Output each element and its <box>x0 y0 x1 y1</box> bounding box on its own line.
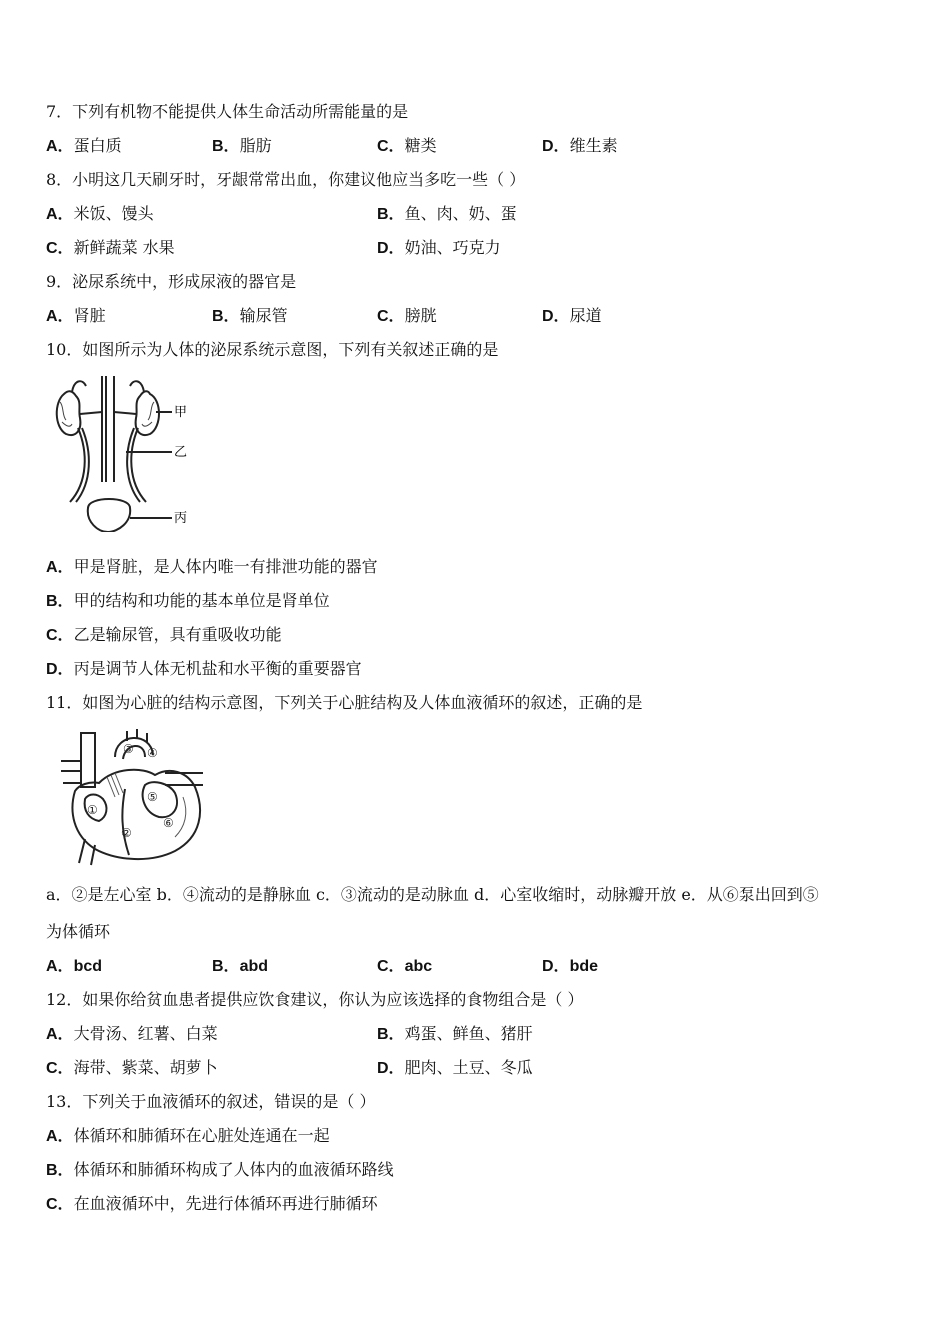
option-label: A． <box>46 1026 74 1043</box>
option-label: D． <box>46 661 74 678</box>
option-text: 脂肪 <box>239 136 272 155</box>
q13-stem: 13．下列关于血液循环的叙述，错误的是（ ） <box>46 1092 376 1111</box>
option-label: C． <box>377 308 405 325</box>
q12-option-c[interactable] <box>46 1058 218 1079</box>
option-label: C． <box>46 240 74 257</box>
option-label: B． <box>46 593 74 610</box>
option-text: 新鲜蔬菜 水果 <box>73 238 175 257</box>
option-label: A． <box>46 1128 74 1145</box>
q13-option-a[interactable] <box>46 1126 330 1147</box>
option-text: 在血液循环中，先进行体循环再进行肺循环 <box>73 1194 378 1213</box>
q12-option-a[interactable] <box>46 1024 218 1045</box>
option-text: 甲是肾脏，是人体内唯一有排泄功能的器官 <box>73 557 378 576</box>
option-label: D． <box>377 1060 405 1077</box>
q7-option-c[interactable] <box>377 136 437 157</box>
q9-option-b[interactable] <box>212 306 288 327</box>
q7-option-d[interactable] <box>542 136 618 157</box>
option-label: A． <box>46 308 74 325</box>
q13-option-c[interactable] <box>46 1194 378 1215</box>
q10-option-a[interactable] <box>46 557 378 578</box>
heart-figure <box>55 727 210 867</box>
q10-option-c[interactable] <box>46 625 282 646</box>
option-text: 体循环和肺循环在心脏处连通在一起 <box>73 1126 330 1145</box>
option-text: 体循环和肺循环构成了人体内的血液循环路线 <box>73 1160 394 1179</box>
option-text: abc <box>404 958 433 975</box>
option-text: 肥肉、土豆、冬瓜 <box>404 1058 533 1077</box>
q9-option-d[interactable] <box>542 306 602 327</box>
option-text: 甲的结构和功能的基本单位是肾单位 <box>73 591 330 610</box>
option-label: D． <box>542 138 570 155</box>
q7-stem: 7．下列有机物不能提供人体生命活动所需能量的是 <box>46 102 409 121</box>
q8-stem: 8．小明这几天刷牙时，牙龈常常出血，你建议他应当多吃一些（ ） <box>46 170 526 189</box>
q12-option-d[interactable] <box>377 1058 533 1079</box>
q8-option-a[interactable] <box>46 204 154 225</box>
q12-stem: 12．如果你给贫血患者提供应饮食建议，你认为应该选择的食物组合是（ ） <box>46 990 584 1009</box>
option-label: D． <box>377 240 405 257</box>
q9-stem: 9．泌尿系统中，形成尿液的器官是 <box>46 272 297 291</box>
option-label: D． <box>542 308 570 325</box>
q8-option-c[interactable] <box>46 238 175 259</box>
option-label: B． <box>212 958 240 975</box>
option-text: 鱼、肉、奶、蛋 <box>404 204 517 223</box>
q11-statements-line1: a．②是左心室 b．④流动的是静脉血 c．③流动的是动脉血 d．心室收缩时，动脉瓣开放 e．从⑥泵出回到⑤ <box>46 885 819 904</box>
option-text: 奶油、巧克力 <box>404 238 501 257</box>
option-label: B． <box>377 1026 405 1043</box>
option-label: A． <box>46 559 74 576</box>
option-label: A． <box>46 958 74 975</box>
urinary-system-figure <box>52 372 192 532</box>
q7-option-b[interactable] <box>212 136 272 157</box>
option-label: C． <box>46 1196 74 1213</box>
q8-option-d[interactable] <box>377 238 501 259</box>
option-label: A． <box>46 206 74 223</box>
q11-stem: 11．如图为心脏的结构示意图，下列关于心脏结构及人体血液循环的叙述，正确的是 <box>46 693 643 712</box>
option-text: 输尿管 <box>239 306 288 325</box>
label-3: ③ <box>123 742 134 756</box>
option-text: 维生素 <box>569 136 618 155</box>
option-text: 海带、紫菜、胡萝卜 <box>73 1058 218 1077</box>
option-label: C． <box>377 138 405 155</box>
label-2: ② <box>121 826 132 840</box>
option-text: 膀胱 <box>404 306 437 325</box>
label-yi: 乙 <box>174 445 188 460</box>
q13-option-b[interactable] <box>46 1160 394 1181</box>
option-label: B． <box>46 1162 74 1179</box>
label-jia: 甲 <box>174 405 188 420</box>
option-text: 丙是调节人体无机盐和水平衡的重要器官 <box>73 659 362 678</box>
option-label: C． <box>46 1060 74 1077</box>
label-1: ① <box>87 803 98 817</box>
q11-option-a[interactable] <box>46 956 102 977</box>
option-label: B． <box>212 308 240 325</box>
option-label: B． <box>212 138 240 155</box>
option-text: abd <box>239 958 269 975</box>
option-text: 蛋白质 <box>73 136 122 155</box>
q11-option-c[interactable] <box>377 956 432 977</box>
q11-statements-line2: 为体循环 <box>46 922 111 941</box>
option-text: bde <box>569 958 599 975</box>
label-bing: 丙 <box>174 511 188 526</box>
label-4: ④ <box>147 746 158 760</box>
q10-option-d[interactable] <box>46 659 362 680</box>
option-text: 糖类 <box>404 136 437 155</box>
option-text: 大骨汤、红薯、白菜 <box>73 1024 218 1043</box>
option-label: C． <box>46 627 74 644</box>
label-6: ⑥ <box>163 816 174 830</box>
option-label: B． <box>377 206 405 223</box>
option-text: bcd <box>73 958 103 975</box>
option-text: 米饭、馒头 <box>73 204 154 223</box>
q9-option-c[interactable] <box>377 306 437 327</box>
option-text: 鸡蛋、鲜鱼、猪肝 <box>404 1024 533 1043</box>
q11-option-d[interactable] <box>542 956 598 977</box>
option-text: 肾脏 <box>73 306 106 325</box>
q12-option-b[interactable] <box>377 1024 533 1045</box>
q9-option-a[interactable] <box>46 306 106 327</box>
q10-stem: 10．如图所示为人体的泌尿系统示意图，下列有关叙述正确的是 <box>46 340 499 359</box>
label-5: ⑤ <box>147 790 158 804</box>
option-text: 乙是输尿管，具有重吸收功能 <box>73 625 282 644</box>
option-label: A． <box>46 138 74 155</box>
option-label: D． <box>542 958 570 975</box>
q11-option-b[interactable] <box>212 956 268 977</box>
option-label: C． <box>377 958 405 975</box>
q8-option-b[interactable] <box>377 204 517 225</box>
option-text: 尿道 <box>569 306 602 325</box>
q7-option-a[interactable] <box>46 136 122 157</box>
q10-option-b[interactable] <box>46 591 330 612</box>
